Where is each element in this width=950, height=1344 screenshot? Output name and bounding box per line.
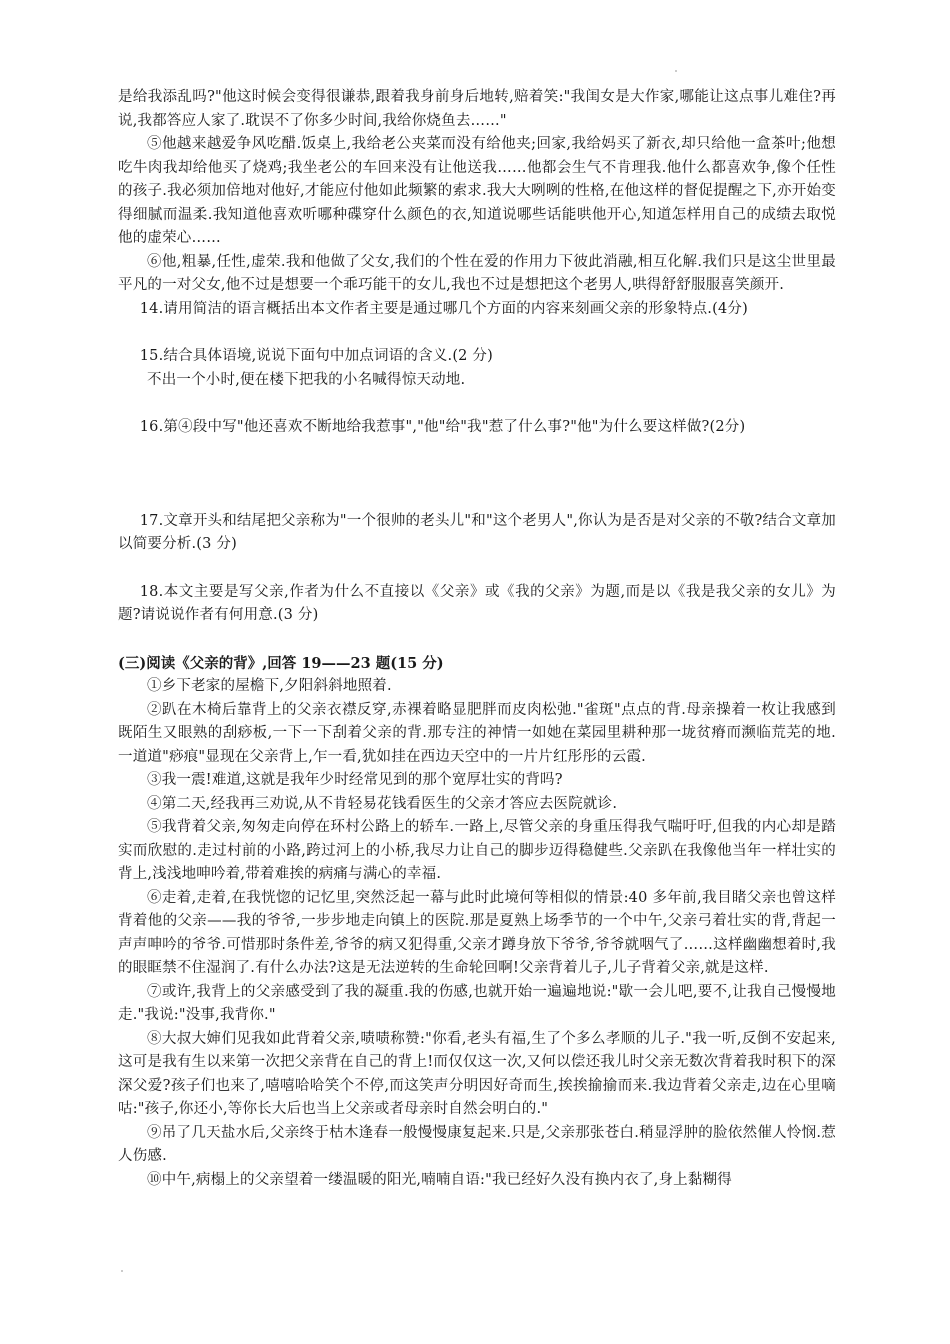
passage-paragraph: ⑥他,粗暴,任性,虚荣.我和他做了父女,我们的个性在爱的作用力下彼此消融,相互化解.我们只是这尘世里最平凡的一对父女,他不过是想要一个乖巧能干的女儿,我也不过是想把这个老男人,哄得舒舒服服喜笑颜开.	[118, 253, 836, 293]
document-page	[118, 86, 836, 1192]
passage3-paragraph: ③我一震!难道,这就是我年少时经常见到的那个宽厚壮实的背吗?	[147, 772, 563, 788]
passage-paragraph: ⑤他越来越爱争风吃醋.饭桌上,我给老公夹菜而没有给他夹;回家,我给妈买了新衣,却只给他一盒茶叶;他想吃牛肉我却给他买了烧鸡;我坐老公的车回来没有让他送我……他都会生气不肯理我.他什么都喜欢争,像个任性的孩子.我必须加倍地对他好,才能应付他如此频繁的索求.我大大咧咧的性格,在他这样的督促提醒之下,亦开始变得细腻而温柔.我知道他喜欢听哪种碟穿什么颜色的衣,知道说哪些话能哄他开心,知道怎样用自己的成绩去取悦他的虚荣心……	[118, 136, 836, 246]
passage3-paragraph: ②趴在木椅后靠背上的父亲衣襟反穿,赤裸着略显肥胖而皮肉松弛."雀斑"点点的背.母亲操着一枚让我感到既陌生又眼熟的刮痧板,一下一下刮着父亲的背.那专注的神情一如她在菜园里耕种那一垅贫瘠而濒临荒芜的地.一道道"痧痕"显现在父亲背上,乍一看,犹如挂在西边天空中的一片片红彤彤的云霞.	[118, 701, 836, 765]
passage3-paragraph: ⑩中午,病榻上的父亲望着一缕温暖的阳光,喃喃自语:"我已经好久没有换内衣了,身上黏糊得	[147, 1171, 732, 1188]
passage3-paragraph: ⑦或许,我背上的父亲感受到了我的凝重.我的伤感,也就开始一遍遍地说:"歇一会儿吧,要不,让我自己慢慢地走."我说:"没事,我背你."	[118, 983, 836, 1023]
passage3-paragraph: ⑤我背着父亲,匆匆走向停在环村公路上的轿车.一路上,尽管父亲的身重压得我气喘吁吁,但我的内心却是踏实而欣慰的.走过村前的小路,跨过河上的小桥,我尽力让自己的脚步迈得稳健些.父亲趴在我像他当年一样壮实的背上,浅浅地呻吟着,带着难挨的病痛与满心的幸福.	[118, 819, 836, 882]
scan-speck	[675, 70, 677, 72]
passage3-paragraph: ⑧大叔大婶们见我如此背着父亲,啧啧称赞:"你看,老头有福,生了个多么孝顺的儿子."我一听,反倒不安起来,这可是我有生以来第一次把父亲背在自己的背上!而仅仅这一次,又何以偿还我儿时父亲无数次背着我时积下的深深父爱?孩子们也来了,嘻嘻哈哈笑个不停,而这笑声分明因好奇而生,挨挨揄揄而来.我边背着父亲走,边在心里嘀咕:"孩子,你还小,等你长大后也当上父亲或者母亲时自然会明白的."	[118, 1030, 836, 1117]
passage-paragraph: 是给我添乱吗?"他这时候会变得很谦恭,跟着我身前身后地转,赔着笑:"我闺女是大作家,哪能让这点事儿难住?再说,我都答应人家了.耽误不了你多少时间,我给你烧鱼去……"	[118, 89, 836, 129]
passage3-paragraph: ⑥走着,走着,在我恍惚的记忆里,突然泛起一幕与此时此境何等相似的情景:40 多年前,我目睹父亲也曾这样背着他的父亲——我的爷爷,一步步地走向镇上的医院.那是夏熟上场季节的一个中午,父亲弓着壮实的背,背起一声声呻吟的爷爷.可惜那时条件差,爷爷的病又犯得重,父亲才蹲身放下爷爷,爷爷就咽气了……这样幽幽想着时,我的眼眶禁不住湿润了.有什么办法?这是无法逆转的生命轮回啊!父亲背着儿子,儿子背着父亲,就是这样.	[118, 889, 836, 976]
scan-speck	[121, 1270, 123, 1272]
passage3-paragraph: ①乡下老家的屋檐下,夕阳斜斜地照着.	[147, 678, 392, 694]
question-18: 18.本文主要是写父亲,作者为什么不直接以《父亲》或《我的父亲》为题,而是以《我是我父亲的女儿》为题?请说说作者有何用意.(3 分)	[118, 583, 836, 623]
passage3-paragraph: ④第二天,经我再三劝说,从不肯轻易花钱看医生的父亲才答应去医院就诊.	[147, 795, 618, 812]
question-14: 14.请用简洁的语言概括出本文作者主要是通过哪几个方面的内容来刻画父亲的形象特点.(4分)	[139, 300, 748, 317]
question-15: 15.结合具体语境,说说下面句中加点词语的含义.(2 分)	[139, 348, 493, 364]
section-3-heading: (三)阅读《父亲的背》,回答 19——23 题(15 分)	[118, 654, 444, 672]
question-15-sentence: 不出一个小时,便在楼下把我的小名喊得惊天动地.	[147, 371, 466, 388]
question-16: 16.第④段中写"他还喜欢不断地给我惹事","他"给"我"惹了什么事?"他"为什么要这样做?(2分)	[139, 419, 746, 435]
question-17: 17.文章开头和结尾把父亲称为"一个很帅的老头儿"和"这个老男人",你认为是否是对父亲的不敬?结合文章加以简要分析.(3 分)	[118, 512, 836, 552]
passage3-paragraph: ⑨吊了几天盐水后,父亲终于枯木逢春一般慢慢康复起来.只是,父亲那张苍白.稍显浮肿的脸依然催人怜悯.惹人伤感.	[118, 1124, 836, 1164]
